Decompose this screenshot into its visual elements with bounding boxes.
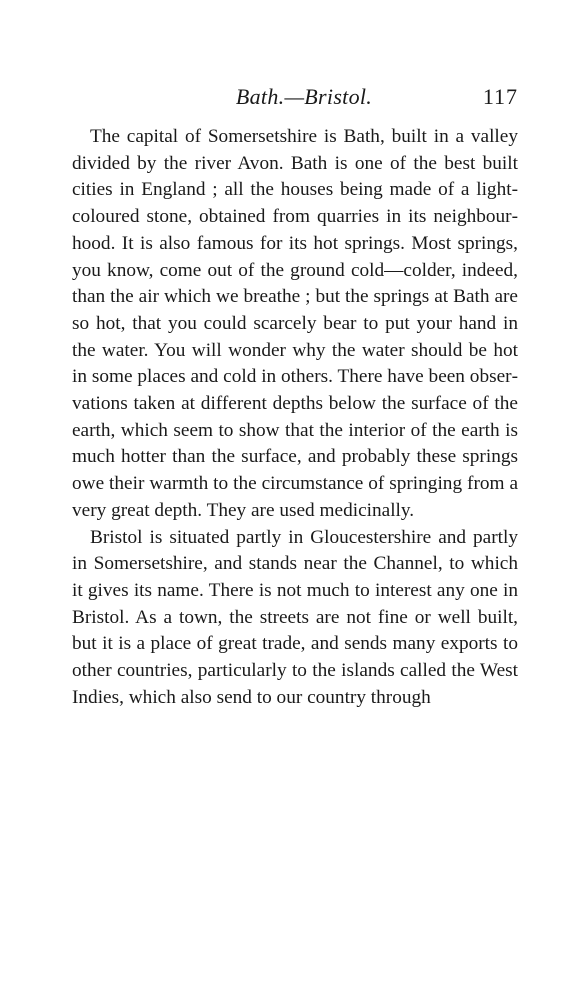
running-title: Bath.—Bristol. xyxy=(235,84,373,109)
running-head xyxy=(90,84,518,114)
paragraph-bath: The capital of Somersetshire is Bath, built in a valley divided by the river Avon. Bath is one of the best built cities in England ; all the houses being made of a light-coloured stone, obtained from quarries in its neighbourhood. It is also famous for its hot springs. Most springs, you know, come out of the ground cold—colder, indeed, than the air which we breathe ; but the springs at Bath are so hot, that you could scarcely bear to put your hand in the water. You will wonder why the water should be hot in some places and cold in others. There have been observations taken at different depths below the surface of the earth, which seem to show that the interior of the earth is much hotter than the surface, and probably these springs owe their warmth to the circumstance of springing from a very great depth. They are used medicinally. xyxy=(72,126,518,521)
page-number: 117 xyxy=(482,84,518,109)
paragraph-bristol: Bristol is situated partly in Gloucestershire and partly in Somersetshire, and stands near the Channel, to which it gives its name. There is not much to interest any one in Bristol. As a town, the streets are not fine or well built, but it is a place of great trade, and sends many exports to other countries, particularly to the islands called the West Indies, which also send to our country through xyxy=(72,526,518,708)
body-text xyxy=(72,124,518,711)
